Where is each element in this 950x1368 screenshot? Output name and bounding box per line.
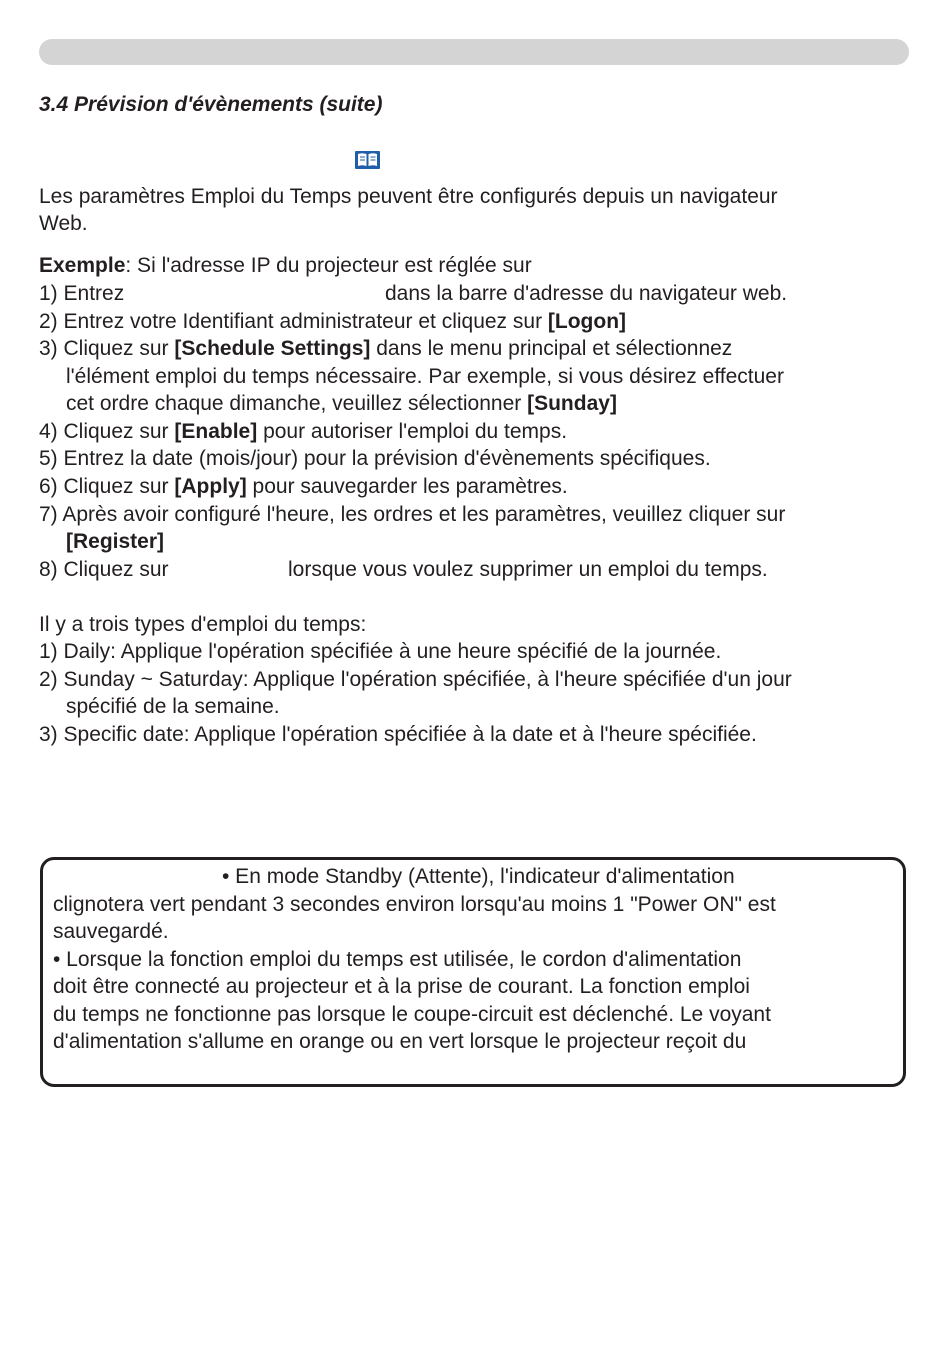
step-8-suffix: lorsque vous voulez supprimer un emploi du temps. [288, 558, 768, 581]
step-7: 7) Après avoir configuré l'heure, les ordres et les paramètres, veuillez cliquer sur [39, 503, 786, 526]
step-3 [39, 335, 732, 363]
note-line-3: sauvegardé. [53, 920, 169, 943]
note-line-5: doit être connecté au projecteur et à la prise de courant. La fonction emploi [53, 975, 750, 998]
step-5: 5) Entrez la date (mois/jour) pour la prévision d'évènements spécifiques. [39, 447, 711, 470]
step-4-suffix: pour autoriser l'emploi du temps. [257, 420, 568, 443]
example-line [39, 252, 532, 280]
step-1-suffix: dans la barre d'adresse du navigateur web. [385, 282, 788, 305]
register-label: [Register] [66, 530, 165, 553]
step-6-suffix: pour sauvegarder les paramètres. [246, 475, 568, 498]
type-weekday-line-2: spécifié de la semaine. [66, 695, 280, 718]
note-line-1: • En mode Standby (Attente), l'indicateur d'alimentation [222, 865, 735, 888]
step-3-line-3-text: cet ordre chaque dimanche, veuillez sélectionner [66, 392, 528, 415]
note-line-6: du temps ne fonctionne pas lorsque le coupe-circuit est déclenché. Le voyant [53, 1003, 771, 1026]
example-label: Exemple [39, 254, 126, 277]
note-line-4: • Lorsque la fonction emploi du temps est utilisée, le cordon d'alimentation [53, 948, 742, 971]
note-box [40, 857, 906, 1087]
step-3-line-2: l'élément emploi du temps nécessaire. Par exemple, si vous désirez effectuer [66, 365, 784, 388]
step-6-prefix: 6) Cliquez sur [39, 475, 175, 498]
logon-label: [Logon] [547, 310, 627, 333]
section-title: 3.4 Prévision d'évènements (suite) [39, 93, 383, 116]
type-specific-date: 3) Specific date: Applique l'opération spécifiée à la date et à l'heure spécifiée. [39, 723, 757, 746]
step-1-prefix: 1) Entrez [39, 282, 125, 305]
sunday-label: [Sunday] [527, 392, 617, 415]
note-line-7: d'alimentation s'allume en orange ou en vert lorsque le projecteur reçoit du [53, 1030, 747, 1053]
type-weekday: 2) Sunday ~ Saturday: Applique l'opération spécifiée, à l'heure spécifiée d'un jour [39, 668, 792, 691]
schedule-settings-label: [Schedule Settings] [174, 337, 371, 360]
step-3-line-3 [66, 390, 617, 418]
step-8-prefix: 8) Cliquez sur [39, 558, 169, 581]
intro-line-1: Les paramètres Emploi du Temps peuvent être configurés depuis un navigateur [39, 185, 778, 208]
step-2-text: 2) Entrez votre Identifiant administrateur et cliquez sur [39, 310, 548, 333]
note-line-2: clignotera vert pendant 3 secondes environ lorsqu'au moins 1 "Power ON" est [53, 893, 776, 916]
intro-line-2: Web. [39, 212, 88, 235]
step-3-suffix: dans le menu principal et sélectionnez [370, 337, 733, 360]
enable-label: [Enable] [174, 420, 258, 443]
step-4 [39, 418, 567, 446]
book-icon [354, 149, 381, 171]
types-heading: Il y a trois types d'emploi du temps: [39, 613, 367, 636]
step-2 [39, 308, 626, 336]
example-text: : Si l'adresse IP du projecteur est réglée sur [125, 254, 532, 277]
apply-label: [Apply] [174, 475, 247, 498]
header-bar [39, 39, 909, 65]
step-3-prefix: 3) Cliquez sur [39, 337, 175, 360]
step-4-prefix: 4) Cliquez sur [39, 420, 175, 443]
type-daily: 1) Daily: Applique l'opération spécifiée à une heure spécifié de la journée. [39, 640, 722, 663]
step-6 [39, 473, 568, 501]
